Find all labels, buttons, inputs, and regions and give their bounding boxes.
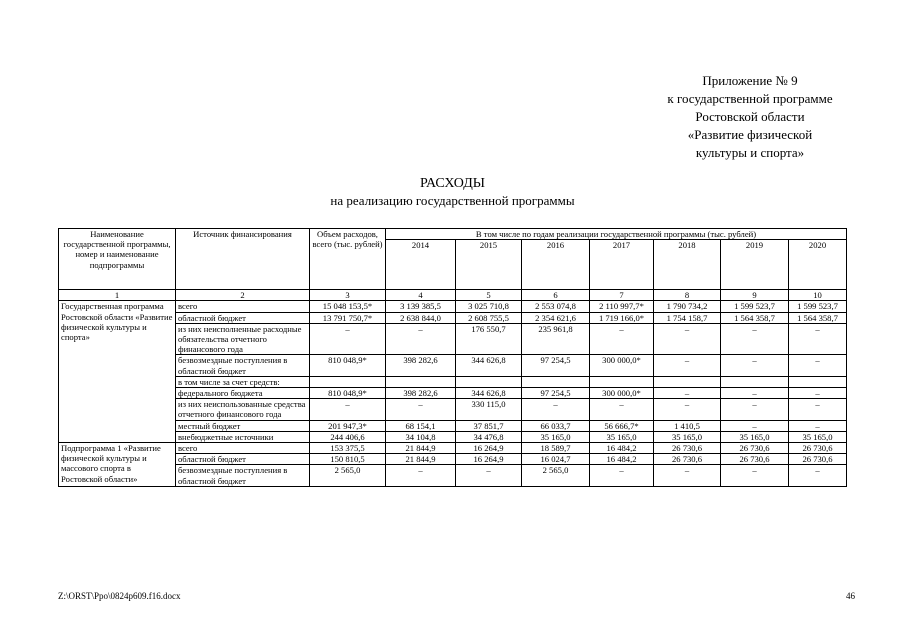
header-name: Наименование государственной программы, номер и наименование подпрограммы bbox=[59, 229, 176, 290]
table-row bbox=[59, 399, 847, 420]
year-value-cell: 66 033,7 bbox=[522, 420, 590, 431]
year-value-cell bbox=[590, 376, 654, 387]
header-year: 2020 bbox=[789, 240, 847, 290]
total-value-cell bbox=[310, 376, 386, 387]
year-value-cell: – bbox=[522, 399, 590, 420]
year-value-cell: – bbox=[789, 465, 847, 486]
document-subtitle: на реализацию государственной программы bbox=[330, 193, 575, 208]
year-value-cell: 26 730,6 bbox=[721, 454, 789, 465]
year-value-cell: 2 608 755,5 bbox=[456, 312, 522, 323]
total-value-cell: 810 048,9* bbox=[310, 355, 386, 376]
table-row bbox=[59, 301, 847, 312]
year-value-cell: 35 165,0 bbox=[590, 431, 654, 442]
index-row bbox=[59, 290, 847, 301]
year-value-cell: 1 564 358,7 bbox=[721, 312, 789, 323]
document-title: РАСХОДЫ bbox=[420, 176, 485, 191]
total-value-cell: 13 791 750,7* bbox=[310, 312, 386, 323]
year-value-cell: 26 730,6 bbox=[654, 454, 721, 465]
index-cell: 10 bbox=[789, 290, 847, 301]
funding-source-cell: областной бюджет bbox=[176, 454, 310, 465]
year-value-cell: 2 354 621,6 bbox=[522, 312, 590, 323]
funding-source-cell: из них неисполненные расходные обязательства отчетного финансового года bbox=[176, 323, 310, 355]
year-value-cell: – bbox=[721, 323, 789, 355]
year-value-cell: 16 024,7 bbox=[522, 454, 590, 465]
year-value-cell: – bbox=[654, 465, 721, 486]
program-name-cell: Государственная программа Ростовской области «Развитие физической культуры и спорта» bbox=[59, 301, 176, 443]
year-value-cell: 398 282,6 bbox=[386, 388, 456, 399]
funding-source-cell: безвозмездные поступления в областной бюджет bbox=[176, 465, 310, 486]
appendix-line: Приложение № 9 bbox=[702, 73, 798, 88]
program-name-cell: Подпрограмма 1 «Развитие физической культуры и массового спорта в Ростовской области» bbox=[59, 443, 176, 487]
header-source: Источник финансирования bbox=[176, 229, 310, 290]
year-value-cell: 68 154,1 bbox=[386, 420, 456, 431]
year-value-cell: 300 000,0* bbox=[590, 388, 654, 399]
index-cell: 6 bbox=[522, 290, 590, 301]
total-value-cell: 153 375,5 bbox=[310, 443, 386, 454]
year-value-cell bbox=[386, 376, 456, 387]
funding-source-cell: местный бюджет bbox=[176, 420, 310, 431]
year-value-cell: 1 599 523,7 bbox=[721, 301, 789, 312]
appendix-line: культуры и спорта» bbox=[695, 145, 805, 160]
year-value-cell: 330 115,0 bbox=[456, 399, 522, 420]
year-value-cell: 26 730,6 bbox=[789, 443, 847, 454]
year-value-cell: 35 165,0 bbox=[654, 431, 721, 442]
year-value-cell: 176 550,7 bbox=[456, 323, 522, 355]
funding-source-cell: в том числе за счет средств: bbox=[176, 376, 310, 387]
year-value-cell: – bbox=[590, 465, 654, 486]
year-value-cell: 97 254,5 bbox=[522, 355, 590, 376]
year-value-cell: 56 666,7* bbox=[590, 420, 654, 431]
header-year: 2018 bbox=[654, 240, 721, 290]
appendix-line: «Развитие физической bbox=[687, 127, 813, 142]
year-value-cell: 97 254,5 bbox=[522, 388, 590, 399]
year-value-cell: 2 638 844,0 bbox=[386, 312, 456, 323]
year-value-cell: – bbox=[654, 388, 721, 399]
index-cell: 5 bbox=[456, 290, 522, 301]
expenses-table bbox=[58, 228, 847, 487]
year-value-cell: 1 410,5 bbox=[654, 420, 721, 431]
table-row bbox=[59, 312, 847, 323]
year-value-cell: – bbox=[386, 465, 456, 486]
funding-source-cell: всего bbox=[176, 301, 310, 312]
table-row bbox=[59, 454, 847, 465]
year-value-cell: 21 844,9 bbox=[386, 443, 456, 454]
year-value-cell: – bbox=[654, 399, 721, 420]
year-value-cell: 235 961,8 bbox=[522, 323, 590, 355]
year-value-cell bbox=[456, 376, 522, 387]
year-value-cell: 18 589,7 bbox=[522, 443, 590, 454]
funding-source-cell: внебюджетные источники bbox=[176, 431, 310, 442]
year-value-cell: – bbox=[721, 355, 789, 376]
index-cell: 8 bbox=[654, 290, 721, 301]
year-value-cell: 34 476,8 bbox=[456, 431, 522, 442]
year-value-cell: 300 000,0* bbox=[590, 355, 654, 376]
index-cell: 2 bbox=[176, 290, 310, 301]
table-row bbox=[59, 323, 847, 355]
appendix-header bbox=[600, 72, 900, 162]
year-value-cell: – bbox=[721, 399, 789, 420]
funding-source-cell: всего bbox=[176, 443, 310, 454]
year-value-cell: 35 165,0 bbox=[522, 431, 590, 442]
year-value-cell: 344 626,8 bbox=[456, 355, 522, 376]
funding-source-cell: безвозмездные поступления в областной бюджет bbox=[176, 355, 310, 376]
year-value-cell: 26 730,6 bbox=[789, 454, 847, 465]
year-value-cell: – bbox=[789, 323, 847, 355]
table-row bbox=[59, 355, 847, 376]
year-value-cell: – bbox=[386, 323, 456, 355]
table-row bbox=[59, 465, 847, 486]
year-value-cell: – bbox=[386, 399, 456, 420]
year-value-cell: 16 484,2 bbox=[590, 443, 654, 454]
year-value-cell bbox=[522, 376, 590, 387]
year-value-cell: 2 565,0 bbox=[522, 465, 590, 486]
header-by-years: В том числе по годам реализации государственной программы (тыс. рублей) bbox=[386, 229, 847, 240]
year-value-cell: – bbox=[789, 355, 847, 376]
header-year: 2017 bbox=[590, 240, 654, 290]
year-value-cell: 2 110 997,7* bbox=[590, 301, 654, 312]
year-value-cell: 26 730,6 bbox=[654, 443, 721, 454]
index-cell: 7 bbox=[590, 290, 654, 301]
header-year: 2016 bbox=[522, 240, 590, 290]
index-cell: 4 bbox=[386, 290, 456, 301]
year-value-cell: 3 139 385,5 bbox=[386, 301, 456, 312]
total-value-cell: 150 810,5 bbox=[310, 454, 386, 465]
year-value-cell: 16 264,9 bbox=[456, 454, 522, 465]
total-value-cell: 201 947,3* bbox=[310, 420, 386, 431]
year-value-cell bbox=[654, 376, 721, 387]
funding-source-cell: федерального бюджета bbox=[176, 388, 310, 399]
year-value-cell: 1 599 523,7 bbox=[789, 301, 847, 312]
total-value-cell: – bbox=[310, 399, 386, 420]
year-value-cell: 34 104,8 bbox=[386, 431, 456, 442]
appendix-line: к государственной программе bbox=[667, 91, 833, 106]
year-value-cell: 16 484,2 bbox=[590, 454, 654, 465]
year-value-cell: – bbox=[590, 323, 654, 355]
year-value-cell: 1 719 166,0* bbox=[590, 312, 654, 323]
header-total: Объем расходов, всего (тыс. рублей) bbox=[310, 229, 386, 290]
year-value-cell: 37 851,7 bbox=[456, 420, 522, 431]
year-value-cell: 26 730,6 bbox=[721, 443, 789, 454]
year-value-cell bbox=[721, 376, 789, 387]
table-row bbox=[59, 420, 847, 431]
year-value-cell: – bbox=[590, 399, 654, 420]
year-value-cell bbox=[789, 376, 847, 387]
index-cell: 3 bbox=[310, 290, 386, 301]
table-row bbox=[59, 431, 847, 442]
table-row bbox=[59, 388, 847, 399]
year-value-cell: 1 754 158,7 bbox=[654, 312, 721, 323]
total-value-cell: – bbox=[310, 323, 386, 355]
header-year: 2019 bbox=[721, 240, 789, 290]
funding-source-cell: областной бюджет bbox=[176, 312, 310, 323]
index-cell: 1 bbox=[59, 290, 176, 301]
table-row bbox=[59, 376, 847, 387]
header-year: 2014 bbox=[386, 240, 456, 290]
year-value-cell: – bbox=[654, 355, 721, 376]
appendix-line: Ростовской области bbox=[695, 109, 805, 124]
year-value-cell: 1 564 358,7 bbox=[789, 312, 847, 323]
index-cell: 9 bbox=[721, 290, 789, 301]
year-value-cell: 35 165,0 bbox=[789, 431, 847, 442]
total-value-cell: 244 406,6 bbox=[310, 431, 386, 442]
year-value-cell: – bbox=[789, 420, 847, 431]
file-path: Z:\ORST\Ppo\0824p609.f16.docx bbox=[58, 591, 181, 601]
funding-source-cell: из них неиспользованные средства отчетного финансового года bbox=[176, 399, 310, 420]
year-value-cell: – bbox=[789, 388, 847, 399]
header-year: 2015 bbox=[456, 240, 522, 290]
year-value-cell: 16 264,9 bbox=[456, 443, 522, 454]
total-value-cell: 810 048,9* bbox=[310, 388, 386, 399]
total-value-cell: 15 048 153,5* bbox=[310, 301, 386, 312]
year-value-cell: 1 790 734,2 bbox=[654, 301, 721, 312]
year-value-cell: 3 025 710,8 bbox=[456, 301, 522, 312]
year-value-cell: 21 844,9 bbox=[386, 454, 456, 465]
year-value-cell: 2 553 074,8 bbox=[522, 301, 590, 312]
page-number: 46 bbox=[846, 591, 855, 601]
year-value-cell: 35 165,0 bbox=[721, 431, 789, 442]
year-value-cell: – bbox=[721, 465, 789, 486]
table-body bbox=[59, 290, 847, 487]
year-value-cell: 344 626,8 bbox=[456, 388, 522, 399]
year-value-cell: – bbox=[456, 465, 522, 486]
year-value-cell: 398 282,6 bbox=[386, 355, 456, 376]
table-row bbox=[59, 443, 847, 454]
year-value-cell: – bbox=[721, 388, 789, 399]
total-value-cell: 2 565,0 bbox=[310, 465, 386, 486]
year-value-cell: – bbox=[789, 399, 847, 420]
year-value-cell: – bbox=[654, 323, 721, 355]
year-value-cell: – bbox=[721, 420, 789, 431]
